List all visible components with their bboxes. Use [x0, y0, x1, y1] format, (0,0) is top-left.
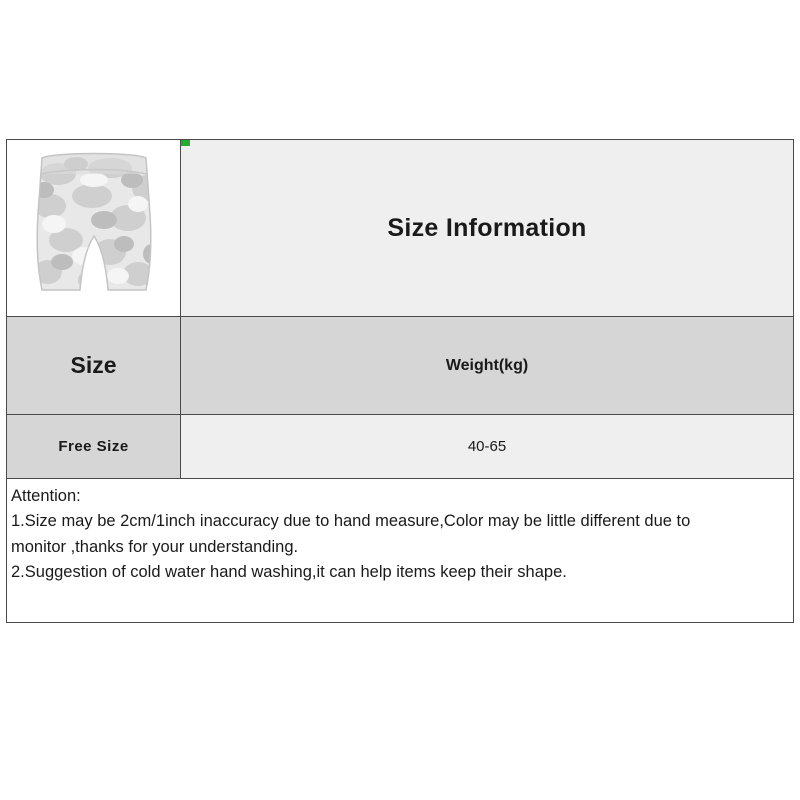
table-row — [7, 414, 793, 478]
attention-heading: Attention: — [11, 487, 81, 505]
size-value-label: Free Size — [58, 438, 129, 455]
weight-column-header-label: Weight(kg) — [445, 356, 529, 374]
accent-marker-icon — [181, 140, 190, 146]
size-column-header — [7, 317, 181, 414]
attention-line-1: 1.Size may be 2cm/1inch inaccuracy due to hand measure,Color may be little different due to — [11, 512, 691, 531]
attention-line-2: monitor ,thanks for your understanding. — [11, 537, 299, 556]
size-value-cell — [7, 415, 181, 478]
table-header-row — [7, 140, 793, 316]
page-title: Size Information — [387, 213, 587, 242]
size-information-table — [6, 139, 794, 623]
weight-value-label: 40-65 — [467, 438, 507, 455]
attention-section — [7, 478, 793, 622]
weight-value-cell — [181, 415, 793, 478]
product-image-cell — [7, 140, 181, 316]
weight-column-header — [181, 317, 793, 414]
title-cell — [181, 140, 793, 316]
size-column-header-label: Size — [70, 352, 117, 378]
attention-line-3: 2.Suggestion of cold water hand washing,it can help items keep their shape. — [11, 563, 567, 582]
camouflage-shorts-image — [14, 144, 174, 312]
column-header-row — [7, 316, 793, 414]
